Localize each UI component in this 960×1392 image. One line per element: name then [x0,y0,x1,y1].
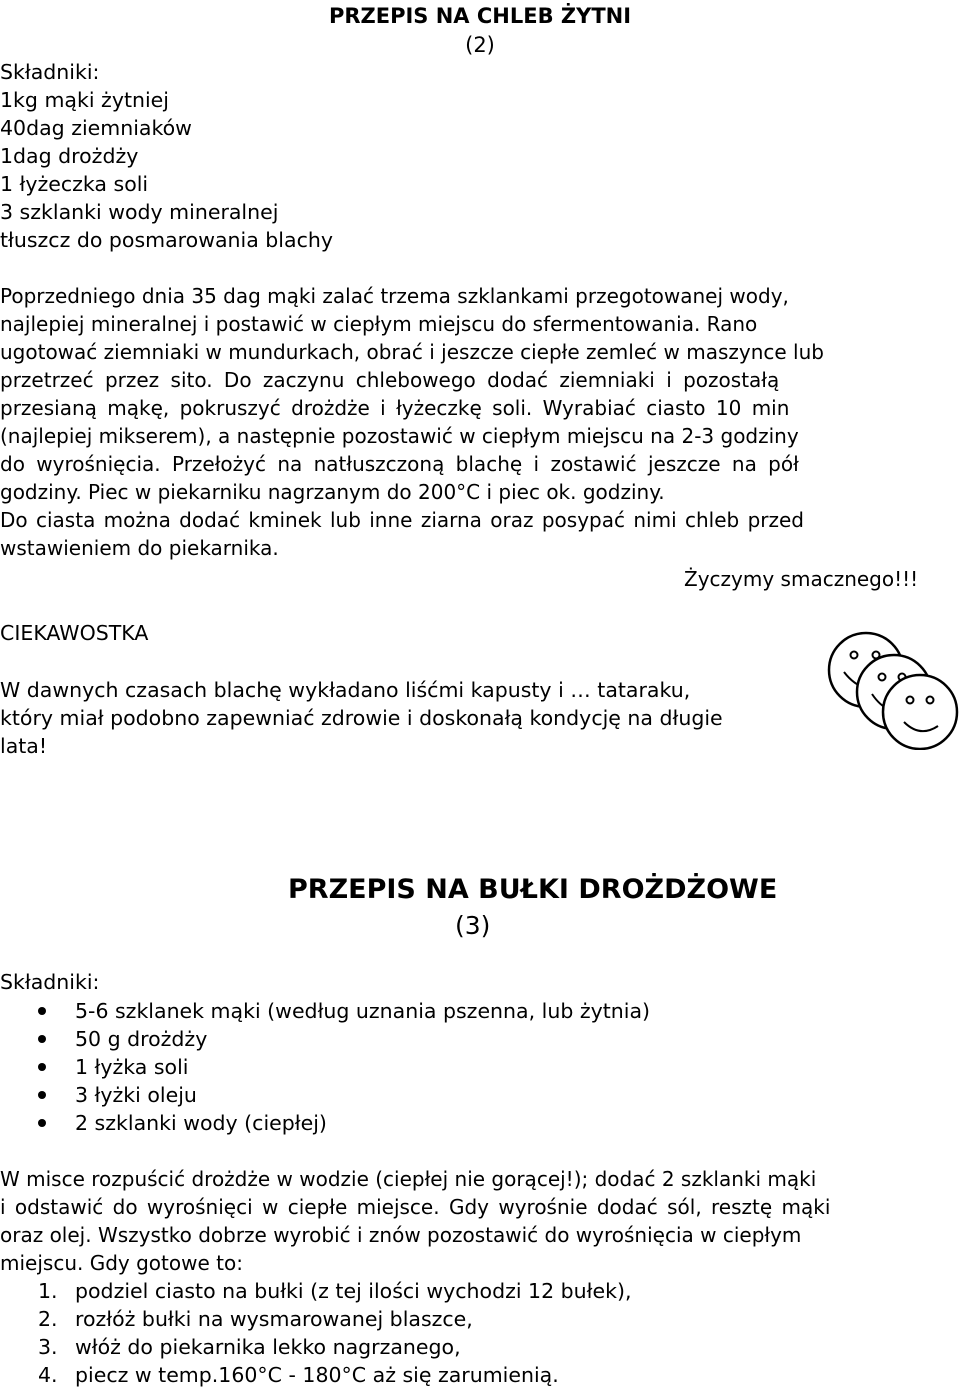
recipe1-instruction-line: przetrzeć przez sito. Do zaczynu chlebowego dodać ziemniaki i pozostałą [0,368,780,392]
bullet-icon [38,1007,46,1015]
step-number: 2. [38,1307,58,1331]
recipe2-ingredient: 3 łyżki oleju [75,1083,197,1107]
recipe1-instruction-line: (najlepiej mikserem), a następnie pozostawić w ciepłym miejscu na 2-3 godziny [0,424,799,448]
step-text: włóż do piekarnika lekko nagrzanego, [75,1335,461,1359]
recipe1-instruction-line: przesianą mąkę, pokruszyć drożdże i łyżeczkę soli. Wyrabiać ciasto 10 min [0,396,790,420]
recipe1-instruction-line: Poprzedniego dnia 35 dag mąki zalać trzema szklankami przegotowanej wody, [0,284,789,308]
recipe1-title: PRZEPIS NA CHLEB ŻYTNI [328,4,632,28]
recipe1-closing: Życzymy smacznego!!! [684,567,919,591]
recipe1-ingredient: 1dag drożdży [0,144,139,168]
recipe1-instruction-line: wstawieniem do piekarnika. [0,536,279,560]
bullet-icon [38,1119,46,1127]
recipe1-instruction-line: do wyrośnięcia. Przełożyć na natłuszczoną blachę i zostawić jeszcze na pół [0,452,799,476]
smiley-faces-icon [824,630,960,750]
bullet-icon [38,1035,46,1043]
recipe1-ingredient: 1kg mąki żytniej [0,88,169,112]
recipe1-ingredient: 1 łyżeczka soli [0,172,149,196]
step-number: 4. [38,1363,58,1387]
recipe1-instruction-line: najlepiej mineralnej i postawić w ciepłym miejscu do sfermentowania. Rano [0,312,758,336]
step-text: piecz w temp.160°C - 180°C aż się zarumienią. [75,1363,559,1387]
recipe2-instruction-line: oraz olej. Wszystko dobrze wyrobić i znów pozostawić do wyrośnięcia w ciepłym [0,1223,802,1247]
recipe1-number: (2) [465,33,495,57]
recipe2-ingredients-label: Składniki: [0,970,100,994]
recipe2-ingredient: 2 szklanki wody (ciepłej) [75,1111,327,1135]
trivia-line: który miał podobno zapewniać zdrowie i doskonałą kondycję na długie [0,706,723,730]
bullet-icon [38,1091,46,1099]
recipe1-ingredient: tłuszcz do posmarowania blachy [0,228,333,252]
recipe2-title: PRZEPIS NA BUŁKI DROŻDŻOWE [288,874,778,905]
step-number: 1. [38,1279,58,1303]
recipe1-ingredient: 3 szklanki wody mineralnej [0,200,279,224]
trivia-line: lata! [0,734,48,758]
recipe1-ingredient: 40dag ziemniaków [0,116,192,140]
recipe2-ingredient: 50 g drożdży [75,1027,208,1051]
recipe1-instruction-line: godziny. Piec w piekarniku nagrzanym do 200°C i piec ok. godziny. [0,480,665,504]
recipe1-instruction-line: Do ciasta można dodać kminek lub inne ziarna oraz posypać nimi chleb przed [0,508,804,532]
recipe2-number: (3) [455,911,491,940]
recipe2-ingredient: 5-6 szklanek mąki (według uznania pszenna, lub żytnia) [75,999,651,1023]
trivia-heading: CIEKAWOSTKA [0,621,149,645]
recipe1-ingredients-label: Składniki: [0,60,100,84]
recipe2-instruction-line: i odstawić do wyrośnięci w ciepłe miejsce. Gdy wyrośnie dodać sól, resztę mąki [0,1195,831,1219]
recipe2-ingredient: 1 łyżka soli [75,1055,189,1079]
bullet-icon [38,1063,46,1071]
trivia-line: W dawnych czasach blachę wykładano liśćmi kapusty i … tataraku, [0,678,691,702]
recipe2-instruction-line: W misce rozpuścić drożdże w wodzie (ciepłej nie gorącej!); dodać 2 szklanki mąki [0,1167,817,1191]
step-text: podziel ciasto na bułki (z tej ilości wychodzi 12 bułek), [75,1279,632,1303]
step-text: rozłóż bułki na wysmarowanej blaszce, [75,1307,473,1331]
recipe1-instruction-line: ugotować ziemniaki w mundurkach, obrać i jeszcze ciepłe zemleć w maszynce lub [0,340,824,364]
recipe2-instruction-line: miejscu. Gdy gotowe to: [0,1251,243,1275]
step-number: 3. [38,1335,58,1359]
